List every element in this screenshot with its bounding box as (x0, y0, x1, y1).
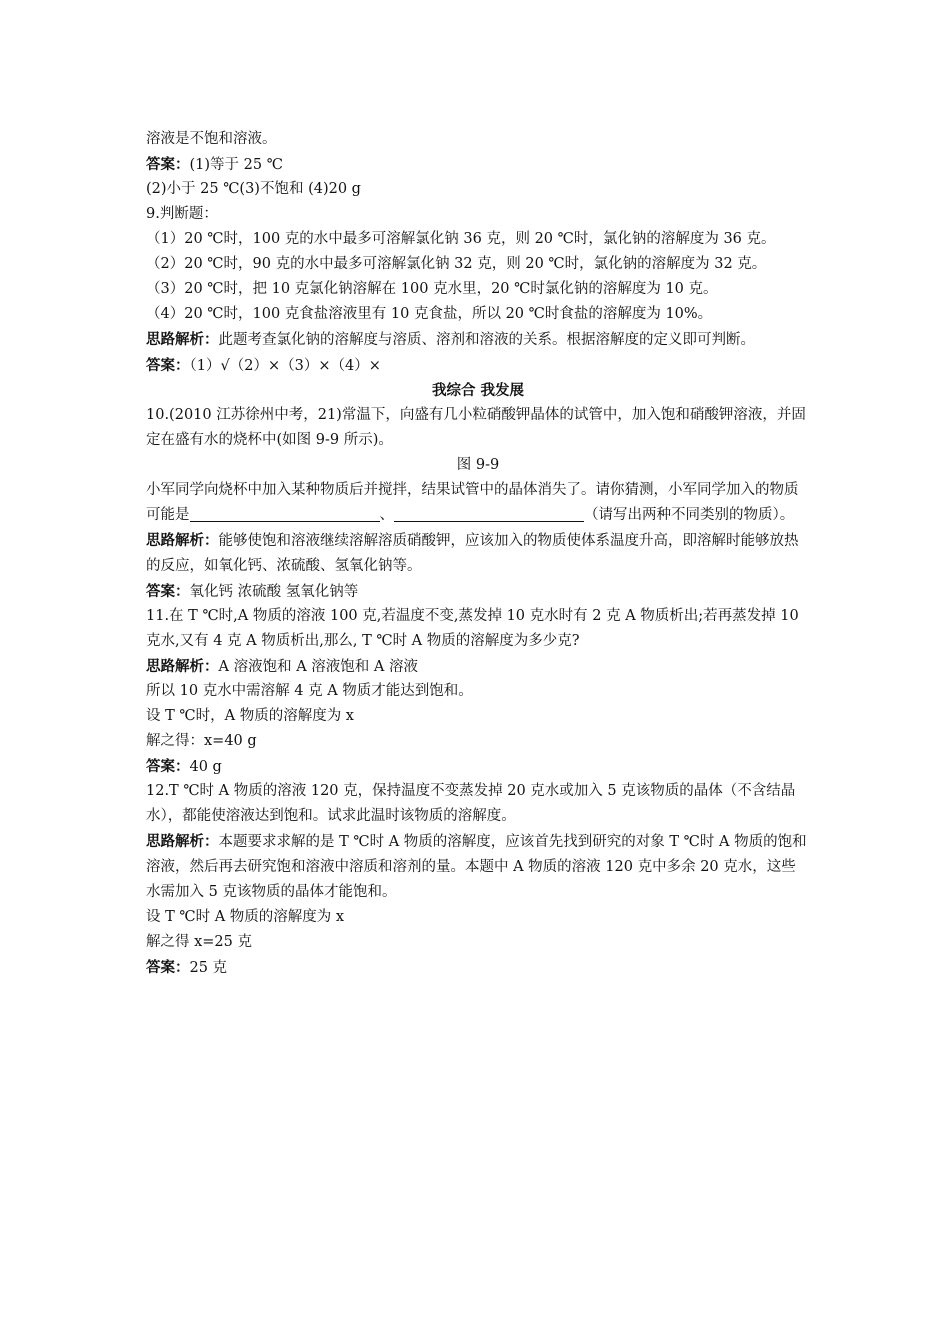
analysis-paragraph (146, 829, 810, 905)
text-line: 所以 10 克水中需溶解 4 克 A 物质才能达到饱和。 (146, 683, 473, 699)
question-text: （请写出两种不同类别的物质）。 (584, 507, 795, 523)
analysis-paragraph (146, 528, 810, 579)
question-item: （3）20 ℃时，把 10 克氯化钠溶解在 100 克水里，20 ℃时氯化钠的溶解度为 10 克。 (146, 281, 718, 297)
blank-separator: 、 (379, 507, 394, 523)
text-line: (2)小于 25 ℃(3)不饱和 (4)20 g (146, 181, 361, 197)
answer-blank-2[interactable] (394, 505, 584, 522)
analysis-label: 思路解析： (146, 833, 219, 850)
question-paragraph: 10.(2010 江苏徐州中考，21)常温下，向盛有几小粒硝酸钾晶体的试管中，加入饱和硝酸钾溶液，并固定在盛有水的烧杯中(如图 9-9 所示)。 (146, 407, 806, 448)
analysis-text: A 溶液饱和 A 溶液饱和 A 溶液 (218, 659, 418, 675)
text-line: 解之得：x=40 g (146, 733, 257, 749)
analysis-label: 思路解析： (146, 532, 219, 549)
answer-text: （1）√（2）×（3）×（4）× (189, 358, 381, 374)
analysis-line (146, 654, 810, 679)
analysis-label: 思路解析： (146, 331, 219, 348)
answer-label: 答案： (146, 156, 190, 173)
answer-line (146, 353, 810, 378)
analysis-text: 能够使饱和溶液继续溶解溶质硝酸钾，应该加入的物质使体系温度升高，即溶解时能够放热的反应，如氧化钙、浓硫酸、氢氧化钠等。 (146, 533, 799, 574)
figure-caption: 图 9-9 (456, 457, 500, 473)
question-item: （4）20 ℃时，100 克食盐溶液里有 10 克食盐，所以 20 ℃时食盐的溶解度为 10%。 (146, 306, 713, 322)
analysis-paragraph (146, 327, 810, 353)
question-paragraph: 12.T ℃时 A 物质的溶液 120 克，保持温度不变蒸发掉 20 克水或加入 5 克该物质的晶体（不含结晶水），都能使溶液达到饱和。试求此温时该物质的溶解度。 (146, 783, 796, 824)
text-line: 解之得 x=25 克 (146, 934, 252, 950)
question-paragraph (146, 478, 810, 528)
document-body (146, 127, 810, 980)
answer-line (146, 579, 810, 604)
analysis-text: 此题考查氯化钠的溶解度与溶质、溶剂和溶液的关系。根据溶解度的定义即可判断。 (218, 332, 755, 348)
answer-line (146, 955, 810, 980)
question-item: （2）20 ℃时，90 克的水中最多可溶解氯化钠 32 克，则 20 ℃时，氯化钠的溶解度为 32 克。 (146, 256, 767, 272)
answer-text: (1)等于 25 ℃ (189, 157, 283, 173)
section-title: 我综合 我发展 (431, 382, 525, 399)
question-item: （1）20 ℃时，100 克的水中最多可溶解氯化钠 36 克，则 20 ℃时，氯化钠的溶解度为 36 克。 (146, 231, 776, 247)
answer-line (146, 754, 810, 779)
answer-text: 25 克 (189, 960, 228, 976)
text-line: 设 T ℃时 A 物质的溶解度为 x (146, 909, 345, 925)
answer-label: 答案： (146, 357, 190, 374)
answer-blank-1[interactable] (190, 505, 380, 522)
answer-line (146, 152, 810, 177)
question-text: 小军同学向烧杯中加入某种物质后并搅拌，结果试管中的晶体消失了。请你猜测，小军同学加入的物质可能是 (146, 482, 799, 523)
answer-label: 答案： (146, 758, 190, 775)
analysis-label: 思路解析： (146, 658, 219, 675)
question-heading: 9.判断题： (146, 206, 218, 222)
question-paragraph: 11.在 T ℃时,A 物质的溶液 100 克,若温度不变,蒸发掉 10 克水时有 2 克 A 物质析出;若再蒸发掉 10 克水,又有 4 克 A 物质析出,那么, T ℃时 A 物质的溶解度为多少克? (146, 608, 799, 649)
answer-label: 答案： (146, 583, 190, 600)
analysis-text: 本题要求求解的是 T ℃时 A 物质的溶解度，应该首先找到研究的对象 T ℃时 A 物质的饱和溶液，然后再去研究饱和溶液中溶质和溶剂的量。本题中 A 物质的溶液 120 克中多余 20 克水，这些水需加入 5 克该物质的晶体才能饱和。 (146, 834, 807, 900)
answer-label: 答案： (146, 959, 190, 976)
text-line: 设 T ℃时，A 物质的溶解度为 x (146, 708, 354, 724)
answer-text: 氧化钙 浓硫酸 氢氧化钠等 (189, 584, 359, 600)
answer-text: 40 g (189, 759, 222, 775)
text-line: 溶液是不饱和溶液。 (146, 131, 277, 147)
